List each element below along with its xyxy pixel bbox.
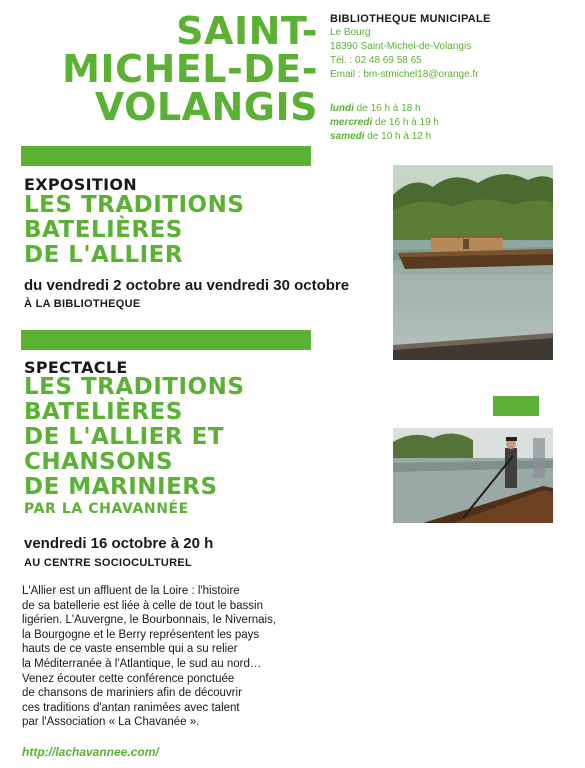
spectacle-venue: AU CENTRE SOCIOCULTUREL: [24, 557, 193, 569]
hours-time: de 10 h à 12 h: [364, 131, 432, 142]
hours-time: de 16 h à 18 h: [353, 103, 421, 114]
exposition-date: du vendredi 2 octobre au vendredi 30 octobre: [24, 277, 350, 294]
library-email[interactable]: Email : bm-stmichel18@orange.fr: [330, 69, 479, 80]
opening-hours: [330, 102, 439, 144]
exposition-title-line: BATELIÈRES: [24, 217, 183, 243]
exposition-title-line: DE L'ALLIER: [24, 242, 184, 268]
library-phone: Tél. : 02 48 69 58 65: [330, 55, 422, 66]
town-name-line: SAINT-: [176, 9, 318, 53]
divider-bar: [21, 330, 311, 350]
library-address: Le Bourg: [330, 27, 371, 38]
hours-day: samedi: [330, 131, 365, 142]
spectacle-title-line: BATELIÈRES: [24, 399, 183, 425]
description-line: ligérien. L'Auvergne, le Bourbonnais, le Nivernais,: [22, 614, 277, 627]
description-line: hauts de ce vaste ensemble qui a su relier: [22, 643, 238, 656]
spectacle-by: PAR LA CHAVANNÉE: [24, 501, 189, 517]
river-boats-photo: [393, 165, 553, 360]
town-name-line: VOLANGIS: [94, 85, 318, 129]
description-line: ces traditions d'antan ranimées avec talent: [22, 701, 240, 714]
spectacle-title-line: DE L'ALLIER ET: [24, 424, 225, 450]
hours-row: [330, 102, 439, 116]
hours-time: de 16 h à 19 h: [372, 117, 439, 128]
event-description: [22, 584, 322, 730]
description-line: la Méditerranée à l'Atlantique, le sud au nord…: [22, 657, 262, 670]
library-title: BIBLIOTHEQUE MUNICIPALE: [330, 13, 491, 25]
library-info: [330, 12, 491, 82]
exposition-title: [24, 193, 244, 268]
spectacle-title-line: CHANSONS: [24, 449, 174, 475]
exposition-title-line: LES TRADITIONS: [24, 192, 245, 218]
hours-day: mercredi: [330, 117, 373, 128]
spectacle-title: [24, 375, 244, 500]
hours-day: lundi: [330, 103, 354, 114]
accent-bar: [493, 396, 539, 416]
hours-row: [330, 130, 439, 144]
description-line: L'Allier est un affluent de la Loire : l'histoire: [22, 585, 240, 597]
spectacle-date: vendredi 16 octobre à 20 h: [24, 535, 214, 552]
description-line: de chansons de mariniers afin de découvrir: [22, 687, 242, 700]
spectacle-kicker: SPECTACLE: [24, 358, 128, 377]
exposition-kicker: EXPOSITION: [24, 175, 137, 194]
library-postal: 18390 Saint-Michel-de-Volangis: [330, 41, 472, 52]
spectacle-title-line: DE MARINIERS: [24, 474, 218, 500]
town-name-line: MICHEL-DE-: [62, 47, 318, 91]
description-line: de sa batellerie est liée à celle de tout le bassin: [22, 599, 264, 612]
description-line: par l'Association « La Chavanée ».: [22, 716, 200, 729]
boatman-photo: [393, 428, 553, 523]
spectacle-title-line: LES TRADITIONS: [24, 374, 245, 400]
description-line: Venez écouter cette conférence ponctuée: [22, 672, 235, 685]
hours-row: [330, 116, 439, 130]
description-line: la Bourgogne et le Berry représentent les pays: [22, 628, 260, 641]
divider-bar: [21, 146, 311, 166]
website-link[interactable]: http://lachavannee.com/: [22, 745, 159, 759]
exposition-venue: À LA BIBLIOTHEQUE: [24, 298, 141, 310]
town-name: [28, 9, 318, 129]
